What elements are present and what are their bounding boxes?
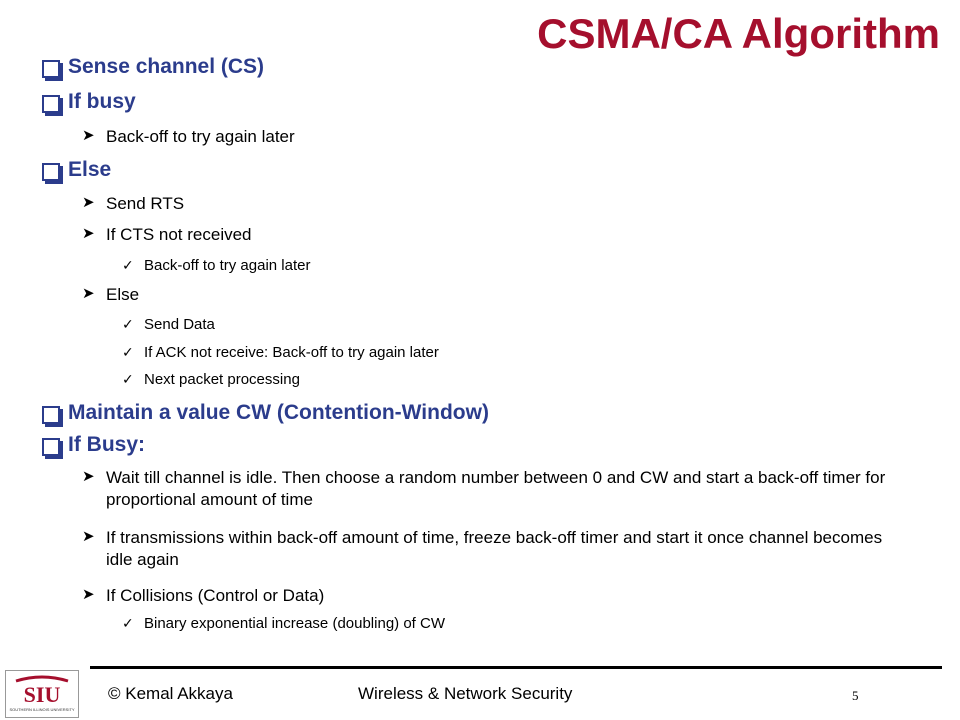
bullet-item: [40, 434, 145, 458]
checkmark-icon: ✓: [122, 257, 134, 273]
checkbox-square-icon: [40, 161, 62, 183]
arrow-bullet-icon: ➤: [82, 468, 95, 485]
bullet-item: [40, 91, 136, 115]
bullet-text: Back-off to try again later: [106, 127, 295, 146]
bullet-text: Else: [106, 285, 140, 304]
bullet-item: [122, 614, 445, 634]
logo-subtext: SOUTHERN ILLINOIS UNIVERSITY: [9, 707, 75, 712]
bullet-text: If transmissions within back-off amount of time, freeze back-off timer and start it once channel becomes idle again: [106, 528, 883, 569]
arrow-bullet-icon: ➤: [82, 586, 95, 603]
footer-course: Wireless & Network Security: [358, 684, 573, 703]
checkmark-icon: ✓: [122, 344, 134, 360]
bullet-text: If Collisions (Control or Data): [106, 586, 325, 605]
bullet-item: [40, 56, 264, 80]
bullet-item: [122, 370, 300, 390]
slide-title: CSMA/CA Algorithm: [537, 10, 940, 57]
footer-divider: [90, 666, 942, 669]
bullet-item: [122, 315, 215, 335]
checkmark-icon: ✓: [122, 615, 134, 631]
bullet-text: Else: [68, 158, 112, 181]
bullet-text: Maintain a value CW (Contention-Window): [68, 401, 489, 424]
bullet-text: If busy: [68, 90, 136, 113]
bullet-text: Back-off to try again later: [144, 257, 311, 274]
university-logo: [5, 670, 79, 718]
arrow-bullet-icon: ➤: [82, 225, 95, 242]
bullet-text: If CTS not received: [106, 225, 252, 244]
arrow-bullet-icon: ➤: [82, 127, 95, 144]
arrow-bullet-icon: ➤: [82, 528, 95, 545]
bullet-text: Sense channel (CS): [68, 55, 265, 78]
bullet-text: If ACK not receive: Back-off to try again later: [144, 344, 439, 361]
checkbox-square-icon: [40, 404, 62, 426]
bullet-item: [82, 585, 324, 607]
bullet-text: If Busy:: [68, 433, 146, 456]
bullet-item: [82, 224, 252, 246]
bullet-text: Next packet processing: [144, 371, 300, 388]
bullet-item: [82, 284, 139, 306]
bullet-text: Send RTS: [106, 194, 185, 213]
bullet-text: Send Data: [144, 316, 215, 333]
checkmark-icon: ✓: [122, 371, 134, 387]
page-number: 5: [852, 688, 859, 703]
bullet-item: [82, 527, 902, 571]
checkbox-square-icon: [40, 58, 62, 80]
footer-author: © Kemal Akkaya: [108, 684, 233, 703]
bullet-item: [122, 256, 310, 276]
bullet-item: [40, 159, 111, 183]
bullet-text: Wait till channel is idle. Then choose a random number between 0 and CW and start a back-off timer for proportional amount of time: [106, 468, 886, 509]
arrow-bullet-icon: ➤: [82, 285, 95, 302]
bullet-item: [82, 467, 902, 511]
bullet-item: [82, 193, 184, 215]
arrow-bullet-icon: ➤: [82, 194, 95, 211]
bullet-item: [82, 126, 295, 148]
bullet-item: [40, 402, 489, 426]
bullet-item: [122, 343, 439, 363]
checkbox-square-icon: [40, 93, 62, 115]
logo-text: SIU: [23, 682, 61, 707]
checkbox-square-icon: [40, 436, 62, 458]
bullet-text: Binary exponential increase (doubling) of CW: [144, 615, 445, 632]
checkmark-icon: ✓: [122, 316, 134, 332]
